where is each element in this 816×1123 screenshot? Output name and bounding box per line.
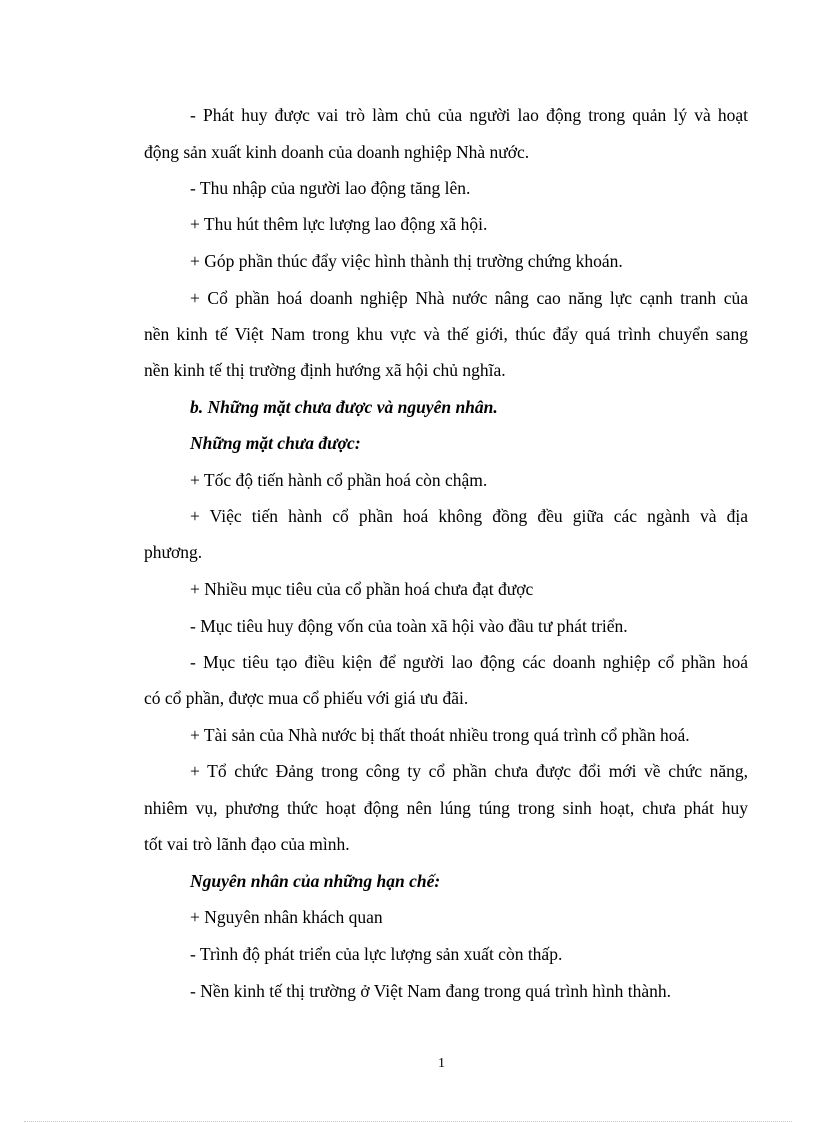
paragraph-line: - Mục tiêu huy động vốn của toàn xã hội vào đầu tư phát triển. — [190, 616, 628, 636]
subsection-heading: Những mặt chưa được: — [190, 433, 361, 453]
paragraph-line: - Trình độ phát triển của lực lượng sản xuất còn thấp. — [190, 944, 563, 964]
paragraph-line: - Mục tiêu tạo điều kiện để người lao động các doanh nghiệp cổ phần hoá — [190, 652, 748, 672]
paragraph-line: phương. — [144, 542, 203, 562]
paragraph-line: + Cổ phần hoá doanh nghiệp Nhà nước nâng cao năng lực cạnh tranh của — [190, 288, 748, 308]
section-heading: b. Những mặt chưa được và nguyên nhân. — [190, 397, 498, 417]
paragraph-line: - Nền kinh tế thị trường ở Việt Nam đang trong quá trình hình thành. — [190, 981, 672, 1001]
paragraph-line: nền kinh tế Việt Nam trong khu vực và thế giới, thúc đẩy quá trình chuyển sang — [144, 324, 748, 344]
paragraph-line: + Thu hút thêm lực lượng lao động xã hội. — [190, 214, 488, 234]
paragraph-line: tốt vai trò lãnh đạo của mình. — [144, 834, 350, 854]
subsection-heading: Nguyên nhân của những hạn chế: — [190, 871, 441, 891]
paragraph-line: có cổ phần, được mua cổ phiếu với giá ưu đãi. — [144, 688, 469, 708]
paragraph-line: động sản xuất kinh doanh của doanh nghiệp Nhà nước. — [144, 142, 530, 162]
page-bottom-divider — [24, 1121, 792, 1122]
paragraph-line: + Nguyên nhân khách quan — [190, 907, 383, 927]
paragraph-line: nhiêm vụ, phương thức hoạt động nên lúng túng trong sinh hoạt, chưa phát huy — [144, 798, 748, 818]
paragraph-line: + Nhiều mục tiêu của cổ phần hoá chưa đạt được — [190, 579, 534, 599]
paragraph-line: - Thu nhập của người lao động tăng lên. — [190, 178, 471, 198]
paragraph-line: + Việc tiến hành cổ phần hoá không đồng đều giữa các ngành và địa — [190, 506, 748, 526]
paragraph-line: + Tổ chức Đảng trong công ty cổ phần chưa được đổi mới về chức năng, — [190, 761, 748, 781]
paragraph-line: + Góp phần thúc đẩy việc hình thành thị trường chứng khoán. — [190, 251, 623, 271]
paragraph-line: + Tốc độ tiến hành cổ phần hoá còn chậm. — [190, 470, 488, 490]
paragraph-line: - Phát huy được vai trò làm chủ của người lao động trong quản lý và hoạt — [190, 105, 748, 125]
paragraph-line: nền kinh tế thị trường định hướng xã hội chủ nghĩa. — [144, 360, 506, 380]
page-number: 1 — [438, 1056, 445, 1071]
paragraph-line: + Tài sản của Nhà nước bị thất thoát nhiều trong quá trình cổ phần hoá. — [190, 725, 690, 745]
